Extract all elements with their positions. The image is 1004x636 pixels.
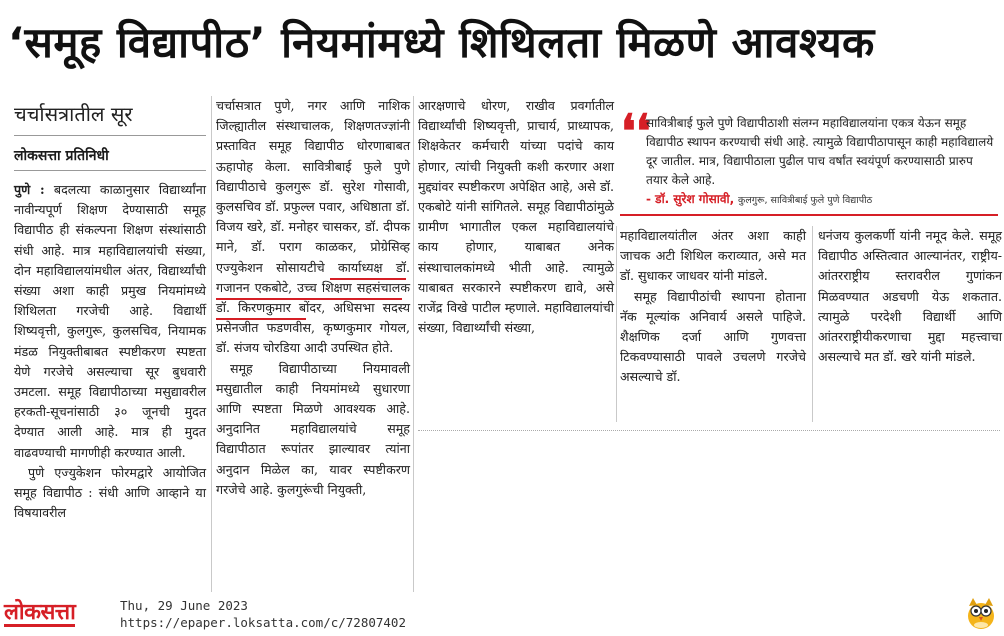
dateline: पुणे : bbox=[14, 182, 45, 197]
quote-author-role: कुलगुरू, सावित्रीबाई फुले पुणे विद्यापीठ bbox=[738, 195, 873, 206]
loksatta-logo[interactable]: लोकसत्ता bbox=[4, 600, 76, 625]
article-column-4 bbox=[620, 226, 806, 388]
column-divider bbox=[413, 96, 414, 592]
kicker: चर्चासत्रातील सूर bbox=[14, 102, 133, 126]
red-underline bbox=[216, 298, 402, 300]
byline: लोकसत्ता प्रतिनिधी bbox=[14, 148, 109, 164]
quote-author: - डॉ. सुरेश गोसावी, bbox=[646, 192, 735, 206]
column-divider bbox=[211, 96, 212, 592]
edition-date: Thu, 29 June 2023 bbox=[120, 598, 248, 613]
column-divider bbox=[812, 226, 813, 422]
column-divider bbox=[616, 226, 617, 422]
quote-rule bbox=[620, 214, 998, 216]
kicker-rule bbox=[14, 135, 206, 136]
red-underline bbox=[216, 318, 306, 320]
headline: ‘समूह विद्यापीठ’ नियमांमध्ये शिथिलता मिळणे आवश्यक bbox=[8, 18, 875, 67]
paragraph: समूह विद्यापीठाच्या नियमावली मसुद्यातील काही नियमांमध्ये सुधारणा आणि स्पष्टता मिळणे आवश्यक आहे. अनुदानित महाविद्यालयांचे समूह विद्यापीठात रूपांतर झाल्यावर त्यांना अनुदान मिळेल का, यावर स्पष्टीकरण गरजेचे आहे. कुलगुरूंची नियुक्ती, bbox=[216, 360, 410, 497]
paragraph: समूह विद्यापीठांची स्थापना होताना नॅक मूल्यांक अनिवार्य असले पाहिजे. शैक्षणिक दर्जा आणि गुणवत्ता टिकवण्यासाठी पावले उचलणे गरजेचे असल्याचे डॉ. bbox=[620, 288, 806, 385]
paragraph bbox=[14, 180, 206, 463]
owl-mascot-icon[interactable] bbox=[966, 596, 996, 630]
paragraph: धनंजय कुलकर्णी यांनी नमूद केले. समूह विद्यापीठ अस्तित्वात आल्यानंतर, राष्ट्रीय-आंतरराष्ट्रीय स्तरावरील गुणांकन मिळवण्यात अडचणी येऊ शकतात. त्यामुळे परदेशी विद्यार्थी आणि आंतरराष्ट्रीयीकरणाचा मुद्दा महत्त्वाचा असल्याचे मत डॉ. खरे यांनी मांडले. bbox=[818, 228, 1002, 365]
paragraph-text: बदलत्या काळानुसार विद्यार्थ्यांना नावीन्यपूर्ण शिक्षण देण्यासाठी समूह विद्यापीठ ही संकल्पना शिक्षण संस्थांसाठी संधी आहे. मात्र महाविद्यालयांची संख्या, दोन महाविद्यालयांमधील अंतर, विद्यार्थ्यांची संख्या अशा काही प्रमुख नियमांमध्ये शिथिलता गरजेची आहे. विद्यार्थी शिष्यवृत्ती, कुलगुरू, कुलसचिव, नियामक मंडळ नियुक्तीबाबत स्पष्टीकरण स्पष्टता येणे गरजेचे असल्याचा सूर बुधवारी उमटला. समूह विद्यापीठाच्या मसुद्यावरील हरकती-सूचनांसाठी ३० जूनची मुदत देण्यात आली आहे. मात्र ही मुदत वाढवण्याची मागणीही करण्यात आली. bbox=[14, 182, 206, 460]
paragraph: चर्चासत्रात पुणे, नगर आणि नाशिक जिल्ह्यातील संस्थाचालक, शिक्षणतज्ज्ञांनी प्रस्तावित समूह विद्यापीठ धोरणाबाबत ऊहापोह केला. सावित्रीबाई फुले पुणे विद्यापीठाचे कुलगुरू डॉ. सुरेश गोसावी, कुलसचिव डॉ. प्रफुल्ल पवार, अधिष्ठाता डॉ. विजय खरे, डॉ. मनोहर चासकर, डॉ. दीपक माने, डॉ. पराग काळकर, प्रोग्रेसिव्ह एज्युकेशन सोसायटीचे कार्याध्यक्ष डॉ. गजानन एकबोटे, उच्च शिक्षण सहसंचालक डॉ. किरणकुमार बोंदर, अधिसभा सदस्य प्रसेनजीत फडणवीस, कृष्णकुमार गोयल, डॉ. संजय चोरडिया आदी उपस्थित होते. bbox=[216, 98, 410, 356]
article-column-1 bbox=[14, 180, 206, 523]
footer bbox=[0, 594, 1004, 636]
paragraph: आरक्षणाचे धोरण, राखीव प्रवर्गातील विद्यार्थ्यांची शिष्यवृत्ती, प्राचार्य, प्राध्यापक, शिक्षकेतर कर्मचारी यांच्या पदांचे काय होणार, त्यांची नियुक्ती कशी करणार अशा मुद्द्यांवर स्पष्टीकरण अपेक्षित आहे, असे डॉ. एकबोटे यांनी सांगितले. समूह विद्यापीठांमुळे ग्रामीण भागातील एकल महाविद्यालयांचे काय होणार, याबाबत अनेक संस्थाचालकांमध्ये भीती आहे. त्यामुळे याबाबत सरकारने स्पष्टीकरण द्यावे, असे राजेंद्र विखे पाटील म्हणाले. महाविद्यालयांची संख्या, विद्यार्थ्यांची संख्या, bbox=[418, 98, 614, 336]
byline-rule bbox=[14, 170, 206, 171]
pull-quote-text: सावित्रीबाई फुले पुणे विद्यापीठाशी संलग्न महाविद्यालयांना एकत्र येऊन समूह विद्यापीठ स्थापन करण्याची संधी आहे. त्यामुळे विद्यापीठापासून काही महाविद्यालये दूर जातील. मात्र, विद्यापीठाला पुढील पाच वर्षांत स्वयंपूर्ण करण्यासाठी प्रारुप तयार केले आहे. bbox=[646, 116, 994, 187]
article-column-5 bbox=[818, 226, 1002, 367]
red-underline bbox=[330, 278, 406, 280]
paragraph: महाविद्यालयांतील अंतर अशा काही जाचक अटी शिथिल कराव्यात, असे मत डॉ. सुधाकर जाधवर यांनी मांडले. bbox=[620, 228, 806, 284]
quote-mark-icon: ❛❛ bbox=[621, 104, 651, 158]
pull-quote bbox=[620, 114, 994, 190]
epaper-link[interactable]: https://epaper.loksatta.com/c/72807402 bbox=[120, 615, 406, 630]
paragraph: पुणे एज्युकेशन फोरमद्वारे आयोजित समूह विद्यापीठ : संधी आणि आव्हाने या विषयावरील bbox=[14, 464, 206, 521]
article-column-3 bbox=[418, 96, 614, 338]
pull-quote-attribution bbox=[646, 190, 872, 207]
section-rule bbox=[418, 430, 1000, 431]
